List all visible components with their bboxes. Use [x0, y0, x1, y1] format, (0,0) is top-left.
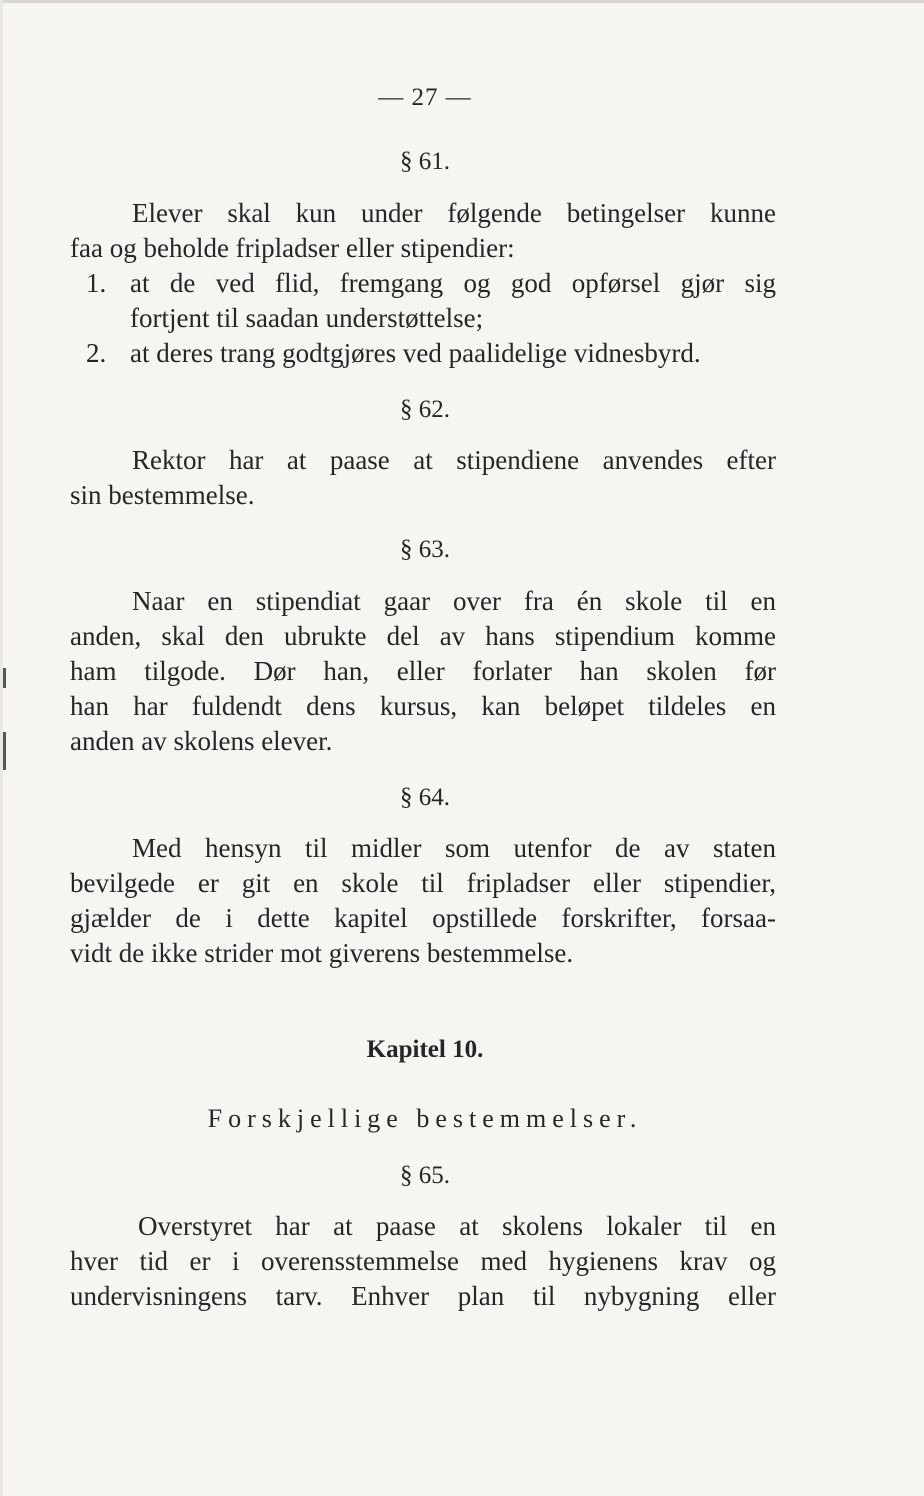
text-line: anden av skolens elever. — [70, 726, 333, 756]
section-heading: § 65. — [400, 1162, 450, 1189]
binding-mark — [3, 732, 6, 770]
section-paragraph — [70, 1209, 776, 1314]
text-line: hver tid er i overensstemmelse med hygienens krav og — [70, 1246, 776, 1276]
page-number: — 27 — — [378, 84, 472, 111]
section-paragraph — [70, 196, 776, 266]
text-line: Naar en stipendiat gaar over fra én skole til en — [132, 586, 776, 616]
text-line: ham tilgode. Dør han, eller forlater han skolen før — [70, 656, 776, 686]
text-line: Med hensyn til midler som utenfor de av staten — [132, 833, 776, 863]
section-paragraph — [70, 831, 776, 971]
section-heading: § 62. — [400, 396, 450, 423]
text-line: fortjent til saadan understøttelse; — [130, 303, 484, 333]
list-item — [86, 266, 776, 336]
text-line: at deres trang godtgjøres ved paalidelige vidnesbyrd. — [130, 338, 701, 368]
chapter-title: Kapitel 10. — [366, 1036, 484, 1063]
chapter-subtitle: Forskjellige bestemmelser. — [207, 1104, 643, 1133]
section-paragraph — [70, 584, 776, 759]
list-number: 2. — [86, 338, 107, 368]
text-line: anden, skal den ubrukte del av hans stipendium komme — [70, 621, 776, 651]
text-line: Rektor har at paase at stipendiene anvendes efter — [132, 445, 776, 475]
text-line: bevilgede er git en skole til fripladser eller stipendier, — [70, 868, 776, 898]
page-top-edge — [0, 0, 924, 3]
text-line: at de ved flid, fremgang og god opførsel gjør sig — [130, 268, 776, 298]
text-line: gjælder de i dette kapitel opstillede forskrifter, forsaa- — [70, 903, 776, 933]
list-item — [86, 336, 776, 371]
text-line: undervisningens tarv. Enhver plan til nybygning eller — [70, 1281, 776, 1311]
text-line: Overstyret har at paase at skolens lokaler til en — [138, 1211, 776, 1241]
section-heading: § 61. — [400, 148, 450, 175]
text-line: faa og beholde fripladser eller stipendier: — [70, 233, 515, 263]
text-line: Elever skal kun under følgende betingelser kunne — [132, 198, 776, 228]
section-heading: § 63. — [400, 536, 450, 563]
section-paragraph — [70, 443, 776, 513]
text-line: han har fuldendt dens kursus, kan beløpet tildeles en — [70, 691, 776, 721]
text-line: vidt de ikke strider mot giverens bestemmelse. — [70, 938, 574, 968]
section-heading: § 64. — [400, 784, 450, 811]
list-number: 1. — [86, 268, 107, 298]
text-line: sin bestemmelse. — [70, 480, 255, 510]
binding-mark — [3, 668, 6, 688]
